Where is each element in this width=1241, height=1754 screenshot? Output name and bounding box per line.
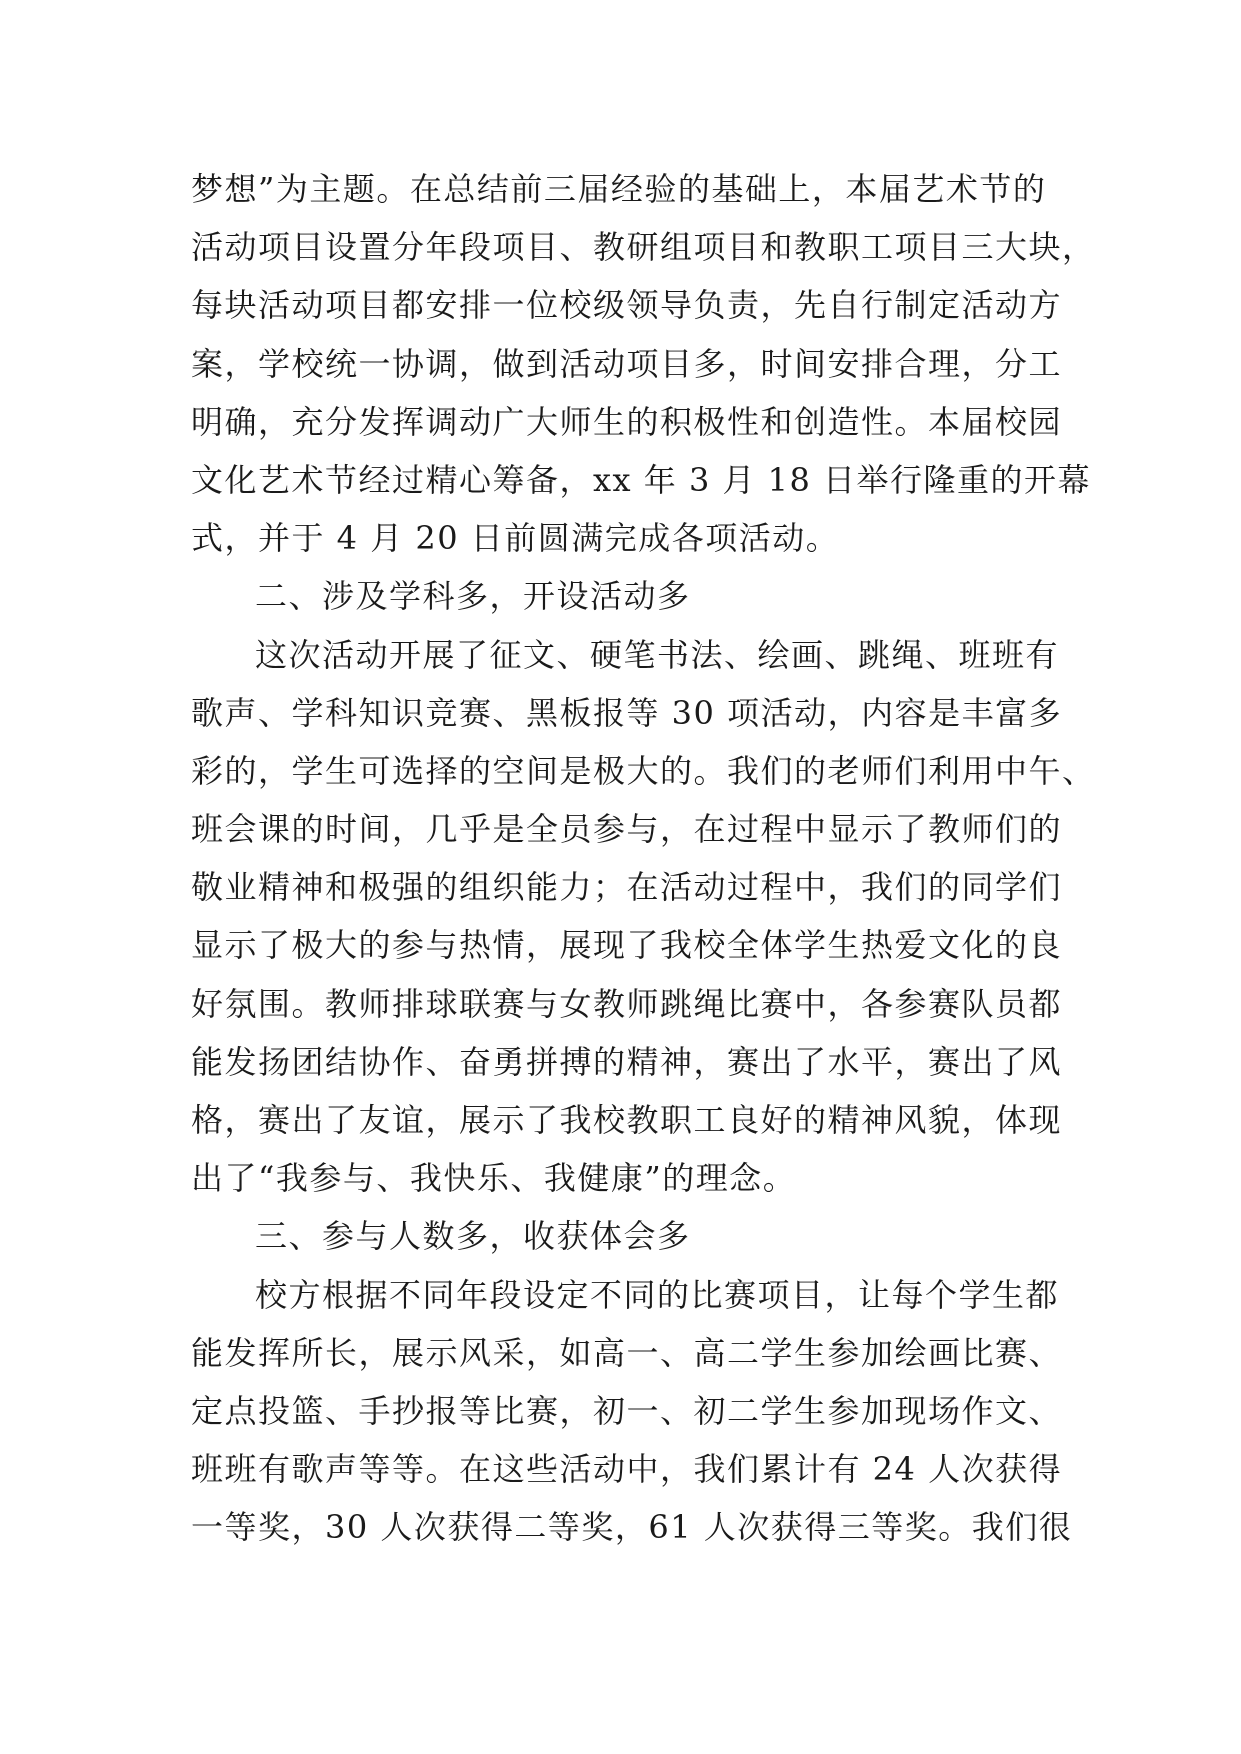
text-line: 这次活动开展了征文、硬笔书法、绘画、跳绳、班班有	[255, 635, 1060, 674]
text-line: 一等奖，30 人次获得二等奖，61 人次获得三等奖。我们很	[191, 1508, 1073, 1547]
text-line: 案，学校统一协调，做到活动项目多，时间安排合理，分工	[191, 344, 1063, 383]
text-line: 歌声、学科知识竞赛、黑板报等 30 项活动，内容是丰富多	[191, 693, 1063, 732]
text-line: 梦想”为主题。在总结前三届经验的基础上，本届艺术节的	[191, 170, 1047, 208]
text-line: 式，并于 4 月 20 日前圆满完成各项活动。	[191, 519, 840, 558]
text-line: 格，赛出了友谊，展示了我校教职工良好的精神风貌，体现	[191, 1101, 1063, 1139]
text-line: 敬业精神和极强的组织能力；在活动过程中，我们的同学们	[191, 868, 1063, 907]
text-line: 显示了极大的参与热情，展现了我校全体学生热爱文化的良	[191, 926, 1063, 965]
text-line: 校方根据不同年段设定不同的比赛项目，让每个学生都	[255, 1275, 1060, 1314]
text-line: 彩的，学生可选择的空间是极大的。我们的老师们利用中午、	[191, 751, 1096, 790]
text-line: 活动项目设置分年段项目、教研组项目和教职工项目三大块，	[191, 228, 1096, 267]
document-body	[191, 160, 1096, 1557]
section-heading: 三、参与人数多，收获体会多	[255, 1217, 691, 1256]
text-line: 班会课的时间，几乎是全员参与，在过程中显示了教师们的	[191, 810, 1063, 849]
text-line: 每块活动项目都安排一位校级领导负责，先自行制定活动方	[191, 286, 1063, 325]
text-line: 文化艺术节经过精心筹备，xx 年 3 月 18 日举行隆重的开幕	[191, 460, 1092, 499]
text-line: 能发扬团结协作、奋勇拼搏的精神，赛出了水平，赛出了风	[191, 1042, 1063, 1081]
text-line: 好氛围。教师排球联赛与女教师跳绳比赛中，各参赛队员都	[191, 984, 1063, 1023]
text-line: 定点投篮、手抄报等比赛，初一、初二学生参加现场作文、	[191, 1391, 1063, 1430]
text-line: 班班有歌声等等。在这些活动中，我们累计有 24 人次获得	[191, 1450, 1063, 1489]
section-heading: 二、涉及学科多，开设活动多	[255, 577, 691, 616]
text-line: 能发挥所长，展示风采，如高一、高二学生参加绘画比赛、	[191, 1333, 1063, 1372]
text-line: 明确，充分发挥调动广大师生的积极性和创造性。本届校园	[191, 402, 1063, 441]
text-line: 出了“我参与、我快乐、我健康”的理念。	[191, 1159, 797, 1198]
